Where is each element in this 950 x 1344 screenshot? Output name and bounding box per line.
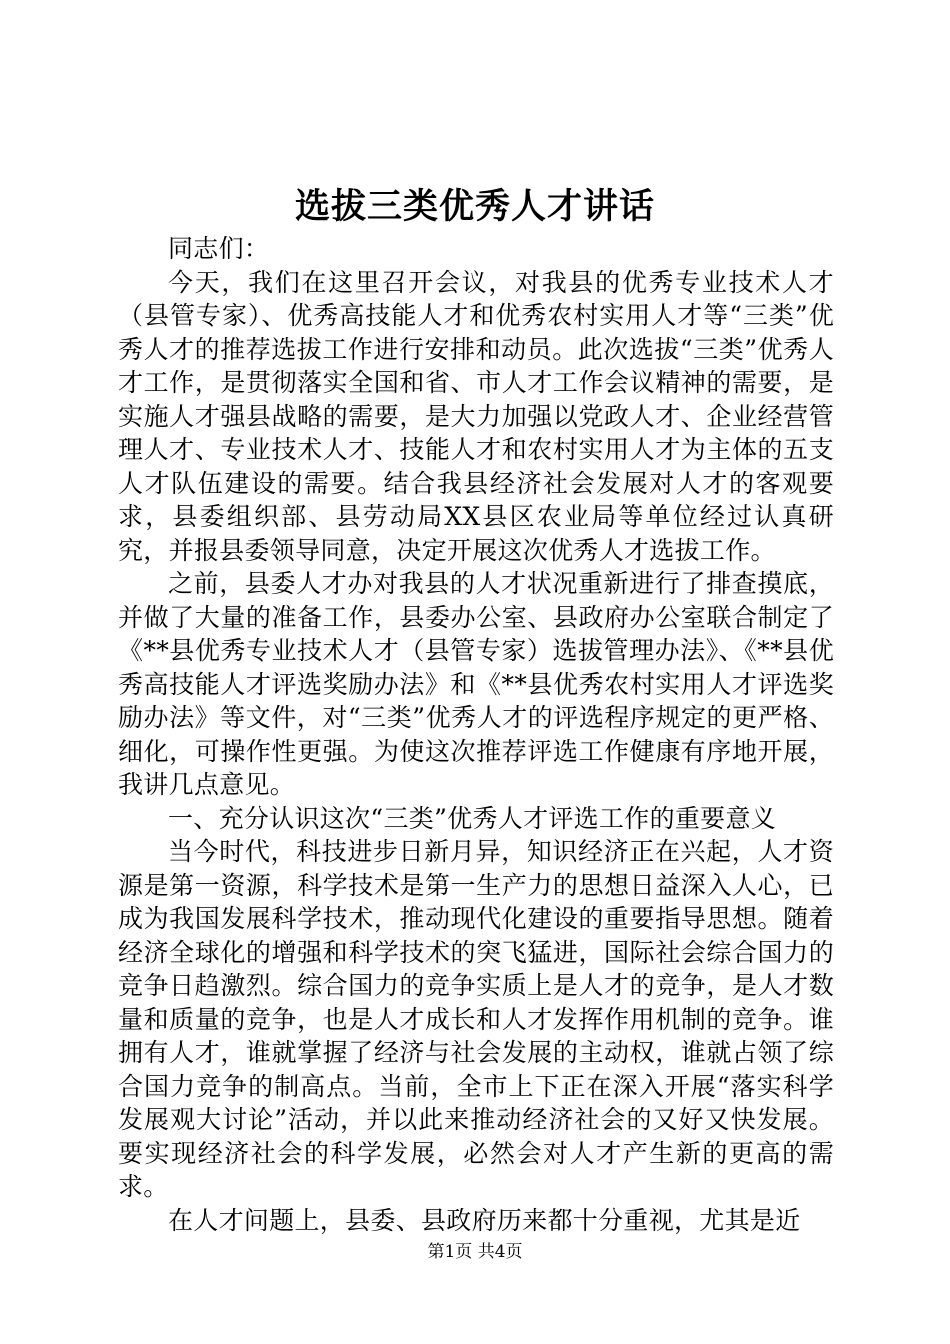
paragraph: 当今时代，科技进步日新月异，知识经济正在兴起，人才资源是第一资源，科学技术是第一生产力的思想日益深入人心，已成为我国发展科学技术，推动现代化建设的重要指导思想。随着经济全球化的增强和科学技术的突飞猛进，国际社会综合国力的竞争日趋激烈。综合国力的竞争实质上是人才的竞争，是人才数量和质量的竞争，也是人才成长和人才发挥作用机制的竞争。谁拥有人才，谁就掌握了经济与社会发展的主动权，谁就占领了综合国力竞争的制高点。当前，全市上下正在深入开展“落实科学发展观大讨论”活动，并以此来推动经济社会的又好又快发展。要实现经济社会的科学发展，必然会对人才产生新的更高的需求。 [118, 837, 834, 1201]
document-body [118, 232, 834, 1237]
salutation: 同志们： [168, 234, 270, 263]
paragraph: 今天，我们在这里召开会议，对我县的优秀专业技术人才（县管专家）、优秀高技能人才和优秀农村实用人才等“三类”优秀人才的推荐选拔工作进行安排和动员。此次选拔“三类”优秀人才工作，是贯彻落实全国和省、市人才工作会议精神的需要，是实施人才强县战略的需要，是大力加强以党政人才、企业经营管理人才、专业技术人才、技能人才和农村实用人才为主体的五支人才队伍建设的需要。结合我县经济社会发展对人才的客观要求，县委组织部、县劳动局XX县区农业局等单位经过认真研究，并报县委领导同意，决定开展这次优秀人才选拔工作。 [118, 267, 834, 565]
paragraph: 之前，县委人才办对我县的人才状况重新进行了排查摸底，并做了大量的准备工作，县委办公室、县政府办公室联合制定了《**县优秀专业技术人才（县管专家）选拔管理办法》、《**县优秀高技能人才评选奖励办法》和《**县优秀农村实用人才评选奖励办法》等文件，对“三类”优秀人才的评选程序规定的更严格、细化，可操作性更强。为使这次推荐评选工作健康有序地开展，我讲几点意见。 [118, 569, 834, 799]
document-title: 选拔三类优秀人才讲话 [294, 186, 655, 227]
paragraph: 在人才问题上，县委、县政府历来都十分重视，尤其是近 [168, 1205, 801, 1235]
section-heading: 一、充分认识这次“三类”优秀人才评选工作的重要意义 [168, 803, 777, 833]
page-number-footer: 第1页 共4页 [427, 1242, 523, 1262]
